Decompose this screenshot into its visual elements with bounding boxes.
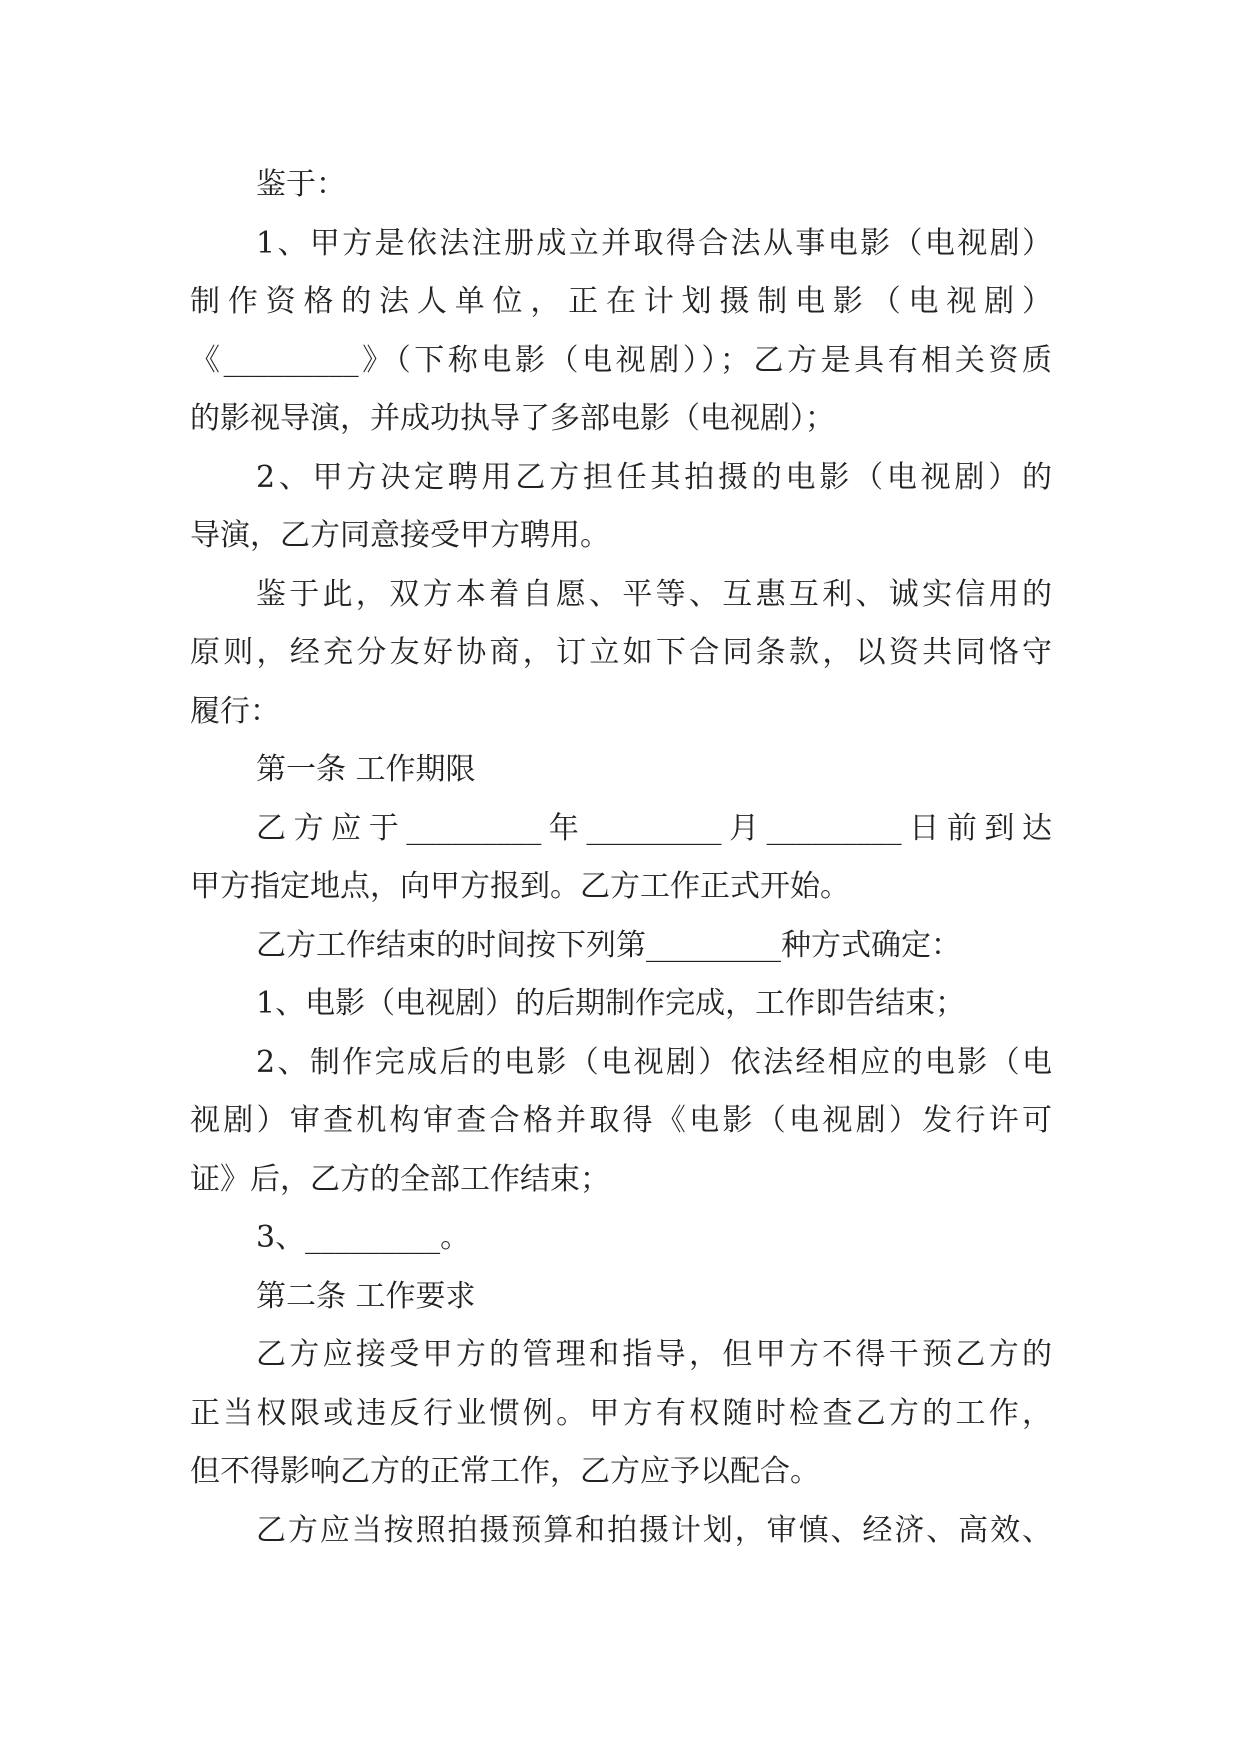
paragraph-whereas-heading: 鉴于：	[256, 167, 346, 202]
paragraph-whereas-1-line-4: 的影视导演，并成功执导了多部电影（电视剧）；	[190, 401, 835, 436]
paragraph-whereas-2-line-2: 导演，乙方同意接受甲方聘用。	[190, 518, 610, 553]
article-1-report-line-1: 乙方应于_________年_________月_________日前到达	[256, 810, 1052, 846]
article-2-para-1-line-3: 但不得影响乙方的正常工作，乙方应予以配合。	[190, 1454, 820, 1489]
article-1-option-2-line-1: 2、制作完成后的电影（电视剧）依法经相应的电影（电	[256, 1044, 1052, 1080]
article-1-option-1: 1、电影（电视剧）的后期制作完成，工作即告结束；	[256, 986, 966, 1021]
article-1-end-method: 乙方工作结束的时间按下列第_________种方式确定：	[256, 927, 961, 963]
article-1-option-2-line-2: 视剧）审查机构审查合格并取得《电影（电视剧）发行许可	[190, 1103, 1052, 1138]
paragraph-principle-line-1: 鉴于此，双方本着自愿、平等、互惠互利、诚实信用的	[256, 576, 1052, 612]
article-1-heading: 第一条 工作期限	[256, 752, 476, 787]
article-2-para-1-line-1: 乙方应接受甲方的管理和指导，但甲方不得干预乙方的	[256, 1337, 1052, 1372]
paragraph-principle-line-2: 原则，经充分友好协商，订立如下合同条款，以资共同恪守	[190, 635, 1052, 670]
paragraph-whereas-1-line-3: 《_________》（下称电影（电视剧））；乙方是具有相关资质	[190, 342, 1052, 378]
article-1-report-line-2: 甲方指定地点，向甲方报到。乙方工作正式开始。	[190, 869, 850, 904]
article-1-option-3: 3、_________。	[256, 1220, 471, 1255]
paragraph-principle-line-3: 履行：	[190, 693, 280, 729]
article-2-para-2-line-1: 乙方应当按照拍摄预算和拍摄计划，审慎、经济、高效、	[256, 1512, 1052, 1548]
paragraph-whereas-1-line-1: 1、甲方是依法注册成立并取得合法从事电影（电视剧）	[256, 225, 1052, 261]
document-page	[190, 156, 1052, 1560]
article-2-heading: 第二条 工作要求	[256, 1278, 476, 1314]
paragraph-whereas-2-line-1: 2、甲方决定聘用乙方担任其拍摄的电影（电视剧）的	[256, 459, 1052, 495]
article-2-para-1-line-2: 正当权限或违反行业惯例。甲方有权随时检查乙方的工作，	[190, 1395, 1052, 1431]
paragraph-whereas-1-line-2: 制作资格的法人单位，正在计划摄制电影（电视剧）	[190, 284, 1052, 319]
article-1-option-2-line-3: 证》后，乙方的全部工作结束；	[190, 1161, 610, 1197]
